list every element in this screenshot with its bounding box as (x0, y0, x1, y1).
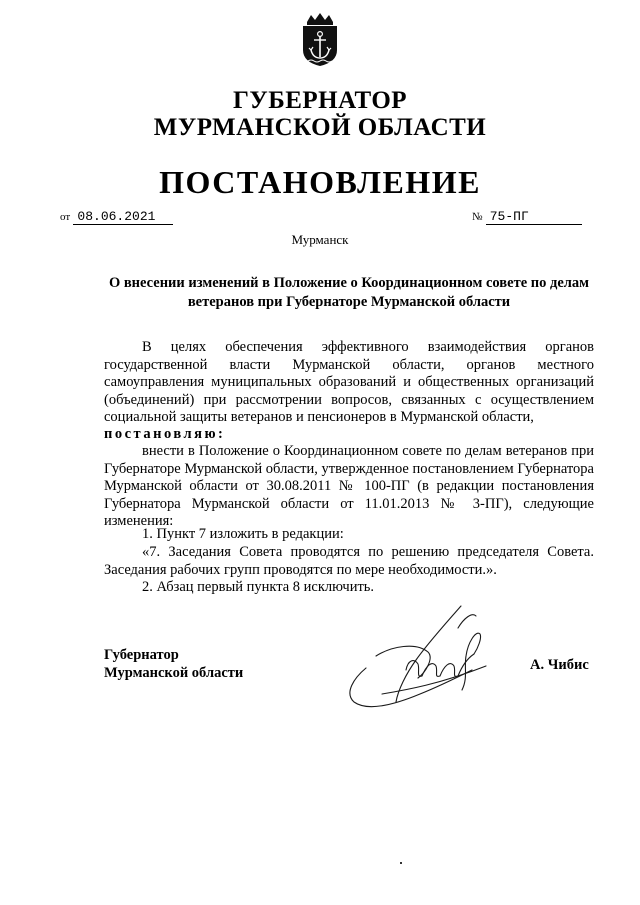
org-title-line1: ГУБЕРНАТОР (232, 87, 408, 114)
date-field (60, 208, 173, 225)
number-value: 75-ПГ (486, 210, 582, 225)
org-title-line2: МУРМАНСКОЙ ОБЛАСТИ (153, 114, 487, 141)
city-label: Мурманск (291, 232, 349, 247)
number-field (472, 208, 582, 225)
ordering-word: постановляю: (104, 426, 226, 442)
scan-speck (400, 862, 402, 864)
handwritten-signature (336, 598, 516, 718)
date-prefix: от (60, 211, 71, 223)
date-value: 08.06.2021 (73, 210, 173, 225)
body-paragraph-quote: «7. Заседания Совета проводятся по решению председателя Совета. Заседания рабочих групп проводятся по мере необходимости.». (104, 544, 594, 578)
signatory-title (104, 646, 243, 682)
document-subject: О внесении изменений в Положение о Координационном совете по делам ветеранов при Губернаторе Мурманской области (108, 275, 590, 310)
number-prefix: № (472, 211, 483, 223)
body-paragraph-item-1: 1. Пункт 7 изложить в редакции: (142, 526, 344, 542)
signatory-title-line2: Мурманской области (104, 665, 244, 681)
coat-of-arms-icon (299, 12, 341, 67)
body-paragraph-amendment: внести в Положение о Координационном совете по делам ветеранов при Губернаторе Мурманской области, утвержденное постановлением Губернатора Мурманской области от 30.08.2011 № 100-ПГ (в редакции постановления Губернатора Мурманской области от 11.01.2013 № 3-ПГ), следующие изменения: (104, 443, 594, 529)
signatory-name: А. Чибис (530, 657, 589, 673)
body-paragraph-preamble: В целях обеспечения эффективного взаимодействия органов государственной власти Мурманской области, органов местного самоуправления муниципальных образований и общественных организаций (объединений) при рассмотрении вопросов, связанных с осуществлением социальной защиты ветеранов и пенсионеров в Мурманской области, (104, 339, 594, 425)
body-paragraph-item-2: 2. Абзац первый пункта 8 исключить. (142, 579, 375, 595)
signatory-title-line1: Губернатор (104, 647, 179, 663)
document-type-title: ПОСТАНОВЛЕНИЕ (159, 164, 481, 200)
